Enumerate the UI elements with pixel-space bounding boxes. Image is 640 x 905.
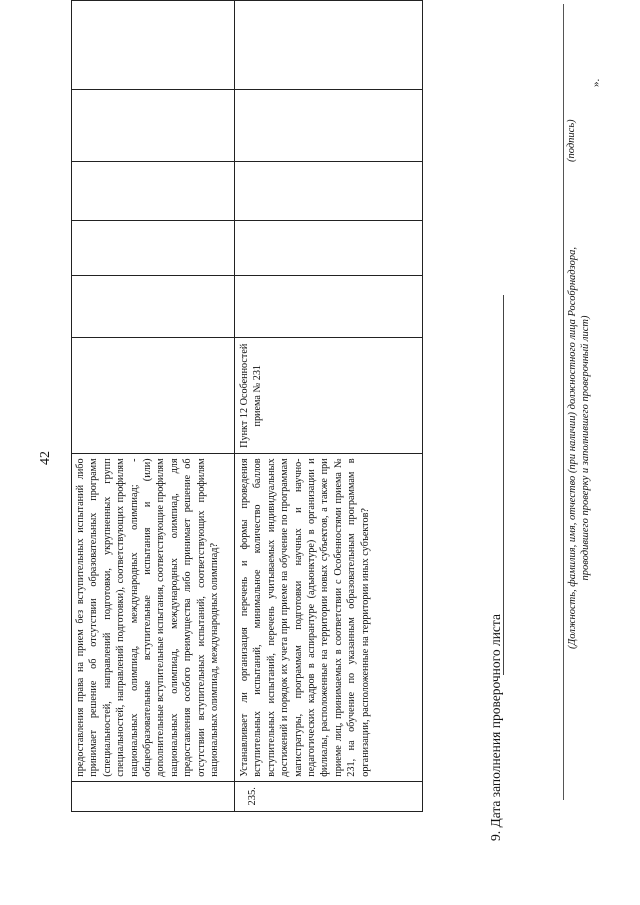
signature-sign-label: (подпись) bbox=[566, 119, 577, 162]
answer-cell-yes bbox=[72, 275, 235, 338]
margin-mark: ». bbox=[590, 78, 602, 87]
answer-cell-note bbox=[72, 89, 235, 161]
reference-cell: Пункт 12 Особенностей приема № 231 bbox=[235, 338, 423, 454]
answer-cell-note bbox=[235, 89, 423, 161]
signature-caption: (Должность, фамилия, имя, отчество (при наличии) должностного лица Рособрнадзора, проводившего проверку и заполнившего проверочный лист) bbox=[567, 247, 591, 649]
answer-cell-comment bbox=[235, 1, 423, 90]
question-text: Устанавливает ли организация перечень и формы проведения вступительных испытаний, минимальное количество баллов вступительных испытаний, перечень учитываемых индивидуальных достижений и порядок их учета при приеме на обучение по программам магистратуры, программам подготовки научных и научно-педагогических кадров в аспирантуре (адъюнктуре) в организации и филиалы, расположенные на территории новых субъектов, а также при приеме лиц, принимаемых в соответствии с Особенностями приема № 231, на обучение по указанным образовательным программам в организации, расположенные на территории иных субъектов? bbox=[235, 454, 423, 781]
page-number: 42 bbox=[38, 451, 53, 465]
question-text: предоставления права на прием без вступительных испытаний либо принимает решение об отсутствии образовательных программ (специальностей, направлений подготовки, укрупненных групп специальностей, направлений подготовки), соответствующих профилям национальных олимпиад, международных олимпиад; - общеобразовательные вступительные испытания и (или) дополнительные вступительные испытания, соответствующие профилям национальных олимпиад, международных олимпиад, для предоставления особого преимущества либо принимает решение об отсутствии вступительных испытаний, соответствующих профилям национальных олимпиад, международных олимпиад? bbox=[72, 454, 235, 781]
date-fill-line bbox=[503, 295, 504, 675]
answer-cell-no bbox=[72, 221, 235, 275]
row-number: 235. bbox=[235, 781, 423, 811]
row-number bbox=[72, 781, 235, 811]
reference-cell bbox=[72, 338, 235, 454]
section-9-heading: 9. Дата заполнения проверочного листа bbox=[488, 614, 503, 841]
checklist-table bbox=[71, 0, 423, 812]
signature-line bbox=[563, 4, 564, 800]
table-row bbox=[235, 1, 423, 812]
table-row bbox=[72, 1, 235, 812]
answer-cell-comment bbox=[72, 1, 235, 90]
answer-cell-no bbox=[235, 221, 423, 275]
answer-cell-yes bbox=[235, 275, 423, 338]
answer-cell-na bbox=[235, 161, 423, 220]
answer-cell-na bbox=[72, 161, 235, 220]
